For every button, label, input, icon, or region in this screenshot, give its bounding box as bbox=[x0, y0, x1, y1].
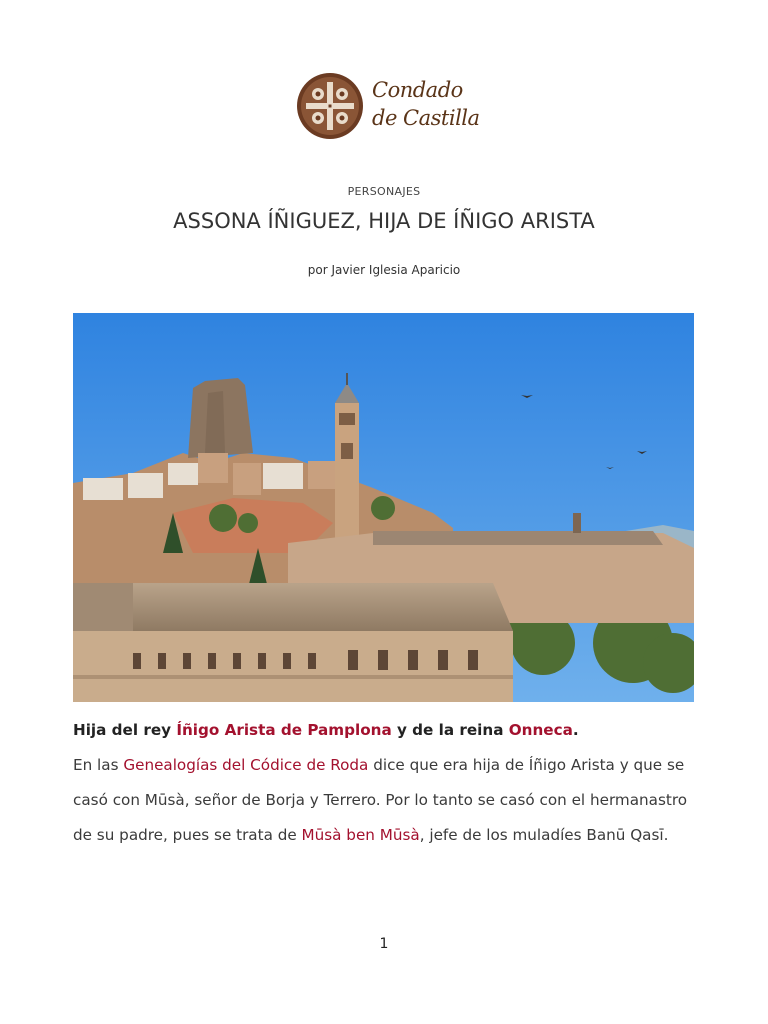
article-photo bbox=[73, 313, 694, 702]
logo-line-1: Condado bbox=[372, 78, 463, 102]
paragraph-1-text-1: Hija del rey bbox=[73, 721, 177, 739]
logo-wordmark bbox=[372, 76, 480, 132]
article-author: por Javier Iglesia Aparicio bbox=[307, 263, 461, 277]
paragraph-2-text-2: dice que era hija de Íñigo Arista y que se casó con Mūsà, señor de Borja y Terrero. Por lo tanto se casó con el hermanastro de su padre, pues se trata de bbox=[73, 756, 688, 844]
paragraph-2-text-3: , jefe de los muladíes Banū Qasī. bbox=[419, 826, 669, 844]
site-logo[interactable] bbox=[296, 72, 486, 142]
paragraph-1-text-3: . bbox=[572, 721, 579, 739]
article-title: ASSONA ÍÑIGUEZ, HIJA DE ÍÑIGO ARISTA bbox=[173, 209, 595, 233]
link-musa-ben-musa[interactable]: Mūsà ben Mūsà bbox=[301, 826, 420, 844]
link-onneca[interactable]: Onneca bbox=[508, 721, 573, 739]
paragraph-parents bbox=[73, 713, 698, 748]
article-body bbox=[73, 713, 698, 853]
page-number: 1 bbox=[379, 936, 389, 952]
paragraph-2-text-1: En las bbox=[73, 756, 124, 774]
article-category[interactable]: PERSONAJES bbox=[347, 185, 421, 198]
cross-rosette-emblem-icon bbox=[296, 72, 364, 140]
paragraph-1-text-2: y de la reina bbox=[391, 721, 509, 739]
logo-line-2: de Castilla bbox=[372, 106, 480, 130]
link-codice-de-roda[interactable]: Genealogías del Códice de Roda bbox=[123, 756, 369, 774]
link-inigo-arista[interactable]: Íñigo Arista de Pamplona bbox=[176, 721, 392, 739]
paragraph-genealogy bbox=[73, 748, 698, 853]
